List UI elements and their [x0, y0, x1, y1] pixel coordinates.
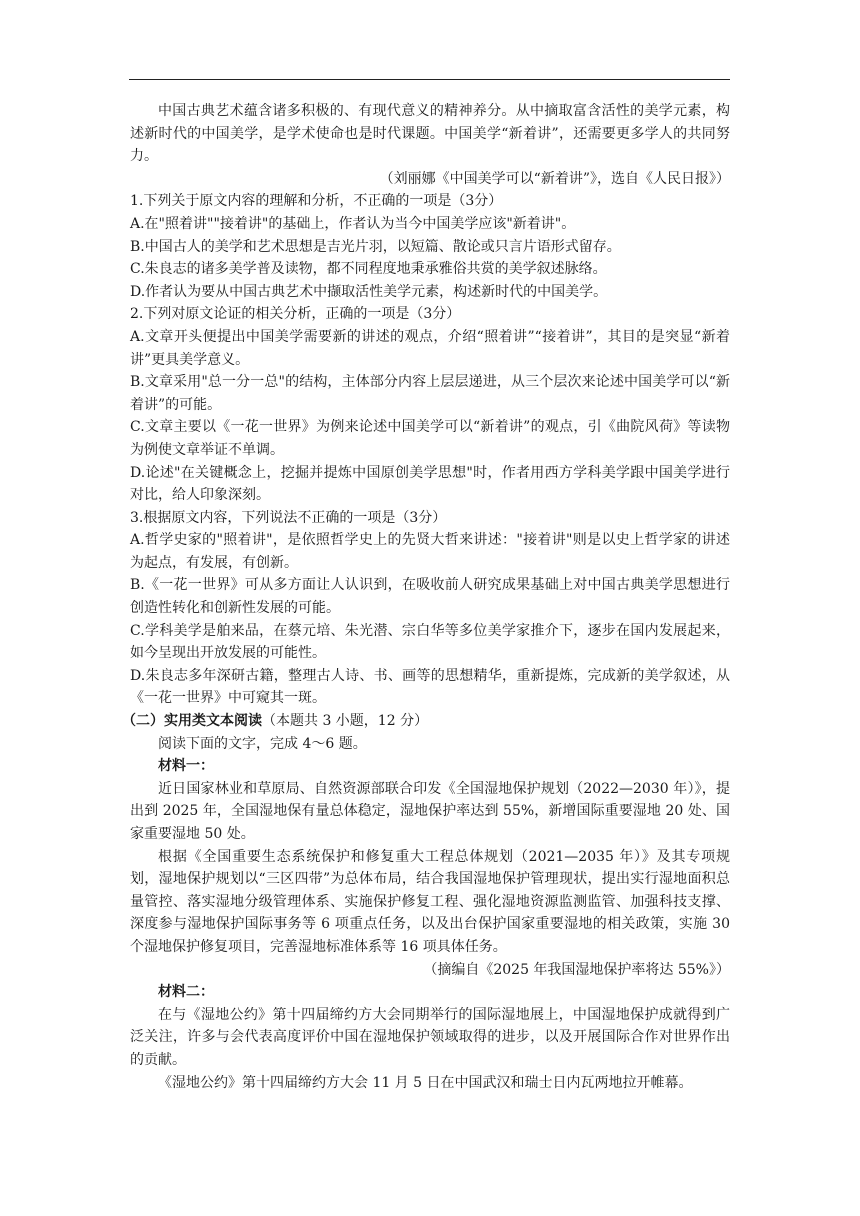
material-2-paragraph-1: 在与《湿地公约》第十四届缔约方大会同期举行的国际湿地展上，中国湿地保护成就得到广泛关注，许多与会代表高度评价中国在湿地保护领域取得的进步，以及开展国际合作对世界作出的贡献。 — [130, 1006, 730, 1068]
reading-instruction: 阅读下面的文字，完成 4～6 题。 — [158, 735, 367, 752]
question-2-option-d: D.论述"在关键概念上，挖掘并提炼中国原创美学思想"时，作者用西方学科美学跟中国美学进行对比，给人印象深刻。 — [130, 464, 730, 504]
question-1-stem: 1.下列关于原文内容的理解和分析，不正确的一项是（3分） — [130, 193, 503, 210]
material-1-paragraph-1: 近日国家林业和草原局、自然资源部联合印发《全国湿地保护规划（2022—2030 年）》，提出到 2025 年，全国湿地保有量总体稳定，湿地保护率达到 55%，新增国际重要湿地 20 处、国家重要湿地 50 处。 — [130, 780, 730, 842]
section-2-title: （二）实用类文本阅读 — [122, 713, 262, 730]
material-1-label: 材料一： — [158, 758, 214, 775]
question-3-option-c: C.学科美学是舶来品，在蔡元培、朱光潜、宗白华等多位美学家推介下，逐步在国内发展起来，如今呈现出开放发展的可能性。 — [130, 622, 730, 662]
question-1-option-b: B.中国古人的美学和艺术思想是吉光片羽，以短篇、散论或只言片语形式留存。 — [130, 238, 621, 255]
material-1-source: （摘编自《2025 年我国湿地保护率将达 55%》） — [423, 961, 730, 978]
question-1-option-d: D.作者认为要从中国古典艺术中撷取活性美学元素，构述新时代的中国美学。 — [130, 283, 608, 300]
document-page — [122, 100, 730, 1094]
question-3-option-b: B.《一花一世界》可从多方面让人认识到，在吸收前人研究成果基础上对中国古典美学思想进行创造性转化和创新性发展的可能。 — [130, 577, 730, 617]
material-2-label: 材料二： — [158, 984, 214, 1001]
question-2-option-a: A.文章开头便提出中国美学需要新的讲述的观点，介绍“照着讲”“接着讲”，其目的是突显“新着讲”更具美学意义。 — [130, 328, 730, 368]
question-2-option-b: B.文章采用"总一分一总"的结构，主体部分内容上层层递进，从三个层次来论述中国美学可以“新着讲”的可能。 — [130, 374, 730, 413]
question-2-stem: 2.下列对原文论证的相关分析，正确的一项是（3分） — [130, 306, 461, 323]
intro-paragraph: 中国古典艺术蕴含诸多积极的、有现代意义的精神养分。从中摘取富含活性的美学元素，构述新时代的中国美学，是学术使命也是时代课题。中国美学“新着讲”，还需要更多学人的共同努力。 — [130, 103, 730, 165]
header-rule — [129, 79, 730, 80]
section-2-note: （本题共 3 小题，12 分） — [262, 713, 429, 730]
section-2-heading — [122, 710, 730, 733]
material-2-paragraph-2: 《湿地公约》第十四届缔约方大会 11 月 5 日在中国武汉和瑞士日内瓦两地拉开帷幕。 — [158, 1074, 693, 1091]
question-3-stem: 3.根据原文内容，下列说法不正确的一项是（3分） — [130, 509, 447, 526]
question-3-option-d: D.朱良志多年深研古籍，整理古人诗、书、画等的思想精华，重新提炼，完成新的美学叙述，从《一花一世界》中可窥其一斑。 — [130, 667, 730, 707]
question-1-option-c: C.朱良志的诸多美学普及读物，都不同程度地秉承雅俗共赏的美学叙述脉络。 — [130, 261, 607, 278]
source-citation-1: （刘丽娜《中国美学可以“新着讲”》，选自《人民日报》） — [379, 170, 730, 187]
material-1-paragraph-2: 根据《全国重要生态系统保护和修复重大工程总体规划（2021—2035 年）》及其专项规划，湿地保护规划以“三区四带”为总体布局，结合我国湿地保护管理现状，提出实行湿地面积总量管控、落实湿地分级管理体系、实施保护修复工程、强化湿地资源监测监管、加强科技支撑、深度参与湿地保护国际事务等 6 项重点任务，以及出台保护国家重要湿地的相关政策，实施 30 个湿地保护修复项目，完善湿地标准体系等 16 项具体任务。 — [130, 848, 730, 955]
question-2-option-c: C.文章主要以《一花一世界》为例来论述中国美学可以“新着讲”的观点，引《曲院风荷》等读物为例使文章举证不单调。 — [130, 419, 730, 458]
question-1-option-a: A.在"照着讲""接着讲"的基础上，作者认为当今中国美学应该"新着讲"。 — [130, 215, 576, 232]
question-3-option-a: A.哲学史家的"照着讲"，是依照哲学史上的先贤大哲来讲述："接着讲"则是以史上哲学家的讲述为起点，有发展，有创新。 — [130, 532, 730, 571]
